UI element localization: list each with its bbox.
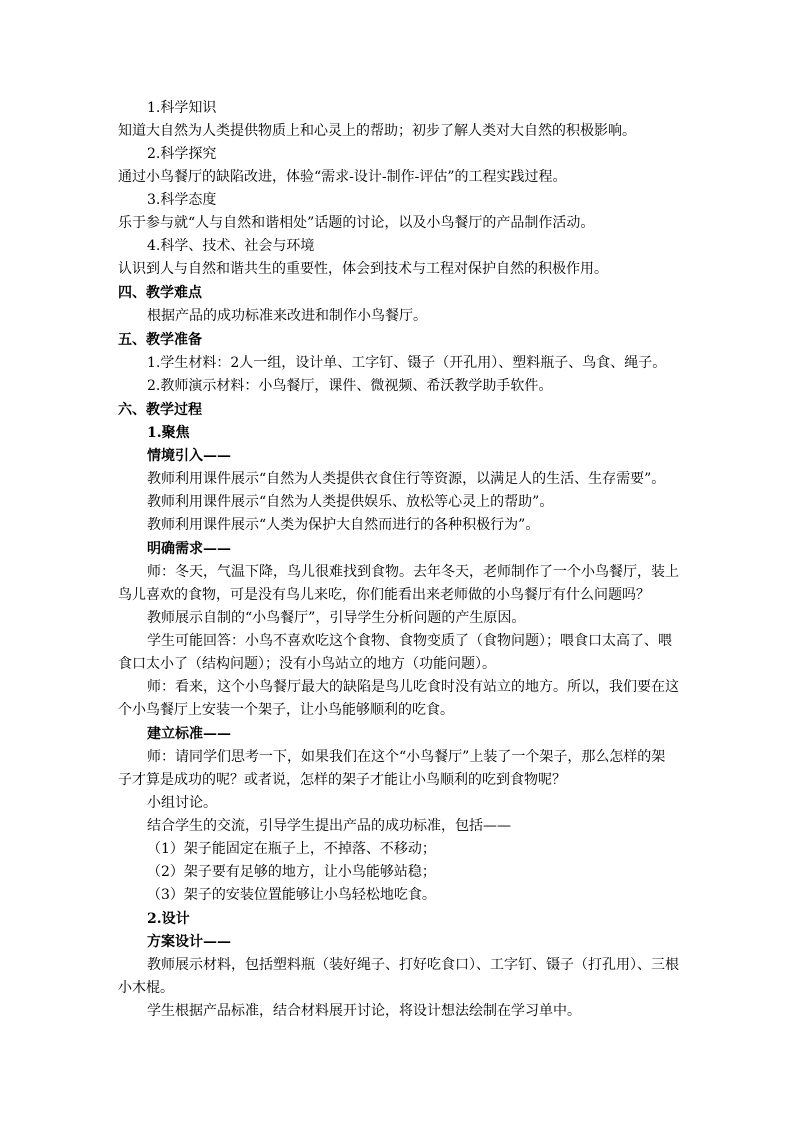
text-line: 1.聚焦 <box>147 425 190 441</box>
text-line: 教师展示材料，包括塑料瓶（装好绳子、打好吃食口）、工字钉、镊子（打孔用）、三根 <box>147 957 679 973</box>
text-line: 子才算是成功的呢？或者说，怎样的架子才能让小鸟顺利的吃到食物呢？ <box>118 772 566 788</box>
text-line: （1）架子能固定在瓶子上，不掉落、不移动； <box>147 841 436 857</box>
text-line: 2.科学探究 <box>147 146 217 162</box>
text-line: 情境引入—— <box>147 448 231 464</box>
text-line: 师：冬天，气温下降，鸟儿很难找到食物。去年冬天，老师制作了一个小鸟餐厅，装上 <box>147 564 679 580</box>
text-line: 小组讨论。 <box>147 795 217 811</box>
text-line: 四、教学难点 <box>118 285 202 301</box>
text-line: 知道大自然为人类提供物质上和心灵上的帮助；初步了解人类对大自然的积极影响。 <box>118 123 636 139</box>
text-line: 1.科学知识 <box>147 100 217 116</box>
text-line: 教师展示自制的“小鸟餐厅”，引导学生分析问题的产生原因。 <box>147 610 526 626</box>
text-line: 师：请同学们思考一下，如果我们在这个“小鸟餐厅”上装了一个架子，那么怎样的架 <box>147 749 666 765</box>
text-line: 鸟儿喜欢的食物，可是没有鸟儿来吃，你们能看出来老师做的小鸟餐厅有什么问题吗？ <box>118 587 650 603</box>
text-line: 明确需求—— <box>147 541 231 557</box>
text-line: 方案设计—— <box>147 934 231 950</box>
text-line: 2.设计 <box>147 911 190 927</box>
text-line: 教师利用课件展示“自然为人类提供衣食住行等资源，以满足人的生活、生存需要”。 <box>147 471 666 487</box>
text-line: 4.科学、技术、社会与环境 <box>147 238 315 254</box>
text-line: 小木棍。 <box>118 980 174 996</box>
text-line: 教师利用课件展示“自然为人类提供娱乐、放松等心灵上的帮助”。 <box>147 494 554 510</box>
text-line: 教师利用课件展示“人类为保护大自然而进行的各种积极行为”。 <box>147 517 540 533</box>
text-line: 个小鸟餐厅上安装一个架子，让小鸟能够顺利的吃食。 <box>118 702 454 718</box>
text-line: 乐于参与就“人与自然和谐相处”话题的讨论，以及小鸟餐厅的产品制作活动。 <box>118 215 595 231</box>
text-line: 1.学生材料：2人一组，设计单、工字钉、镊子（开孔用）、塑料瓶子、鸟食、绳子。 <box>147 355 667 371</box>
text-line: 通过小鸟餐厅的缺陷改进，体验“需求-设计-制作-评估”的工程实践过程。 <box>118 169 567 185</box>
text-line: 五、教学准备 <box>118 332 202 348</box>
text-line: 结合学生的交流，引导学生提出产品的成功标准，包括—— <box>147 818 511 834</box>
text-line: 师：看来，这个小鸟餐厅最大的缺陷是鸟儿吃食时没有站立的地方。所以，我们要在这 <box>147 679 679 695</box>
text-line: 学生可能回答：小鸟不喜欢吃这个食物、食物变质了（食物问题）；喂食口太高了、喂 <box>147 633 672 649</box>
text-line: 根据产品的成功标准来改进和制作小鸟餐厅。 <box>147 308 427 324</box>
text-line: 六、教学过程 <box>118 402 202 418</box>
text-line: 建立标准—— <box>147 726 231 742</box>
text-line: 2.教师演示材料：小鸟餐厅，课件、微视频、希沃教学助手软件。 <box>147 378 553 394</box>
text-line: 3.科学态度 <box>147 192 217 208</box>
text-line: （3）架子的安装位置能够让小鸟轻松地吃食。 <box>147 887 436 903</box>
text-line: 学生根据产品标准，结合材料展开讨论，将设计想法绘制在学习单中。 <box>147 1003 581 1019</box>
text-line: 认识到人与自然和谐共生的重要性，体会到技术与工程对保护自然的积极作用。 <box>118 261 608 277</box>
text-line: 食口太小了（结构问题）；没有小鸟站立的地方（功能问题）。 <box>118 656 496 672</box>
text-line: （2）架子要有足够的地方，让小鸟能够站稳； <box>147 864 436 880</box>
